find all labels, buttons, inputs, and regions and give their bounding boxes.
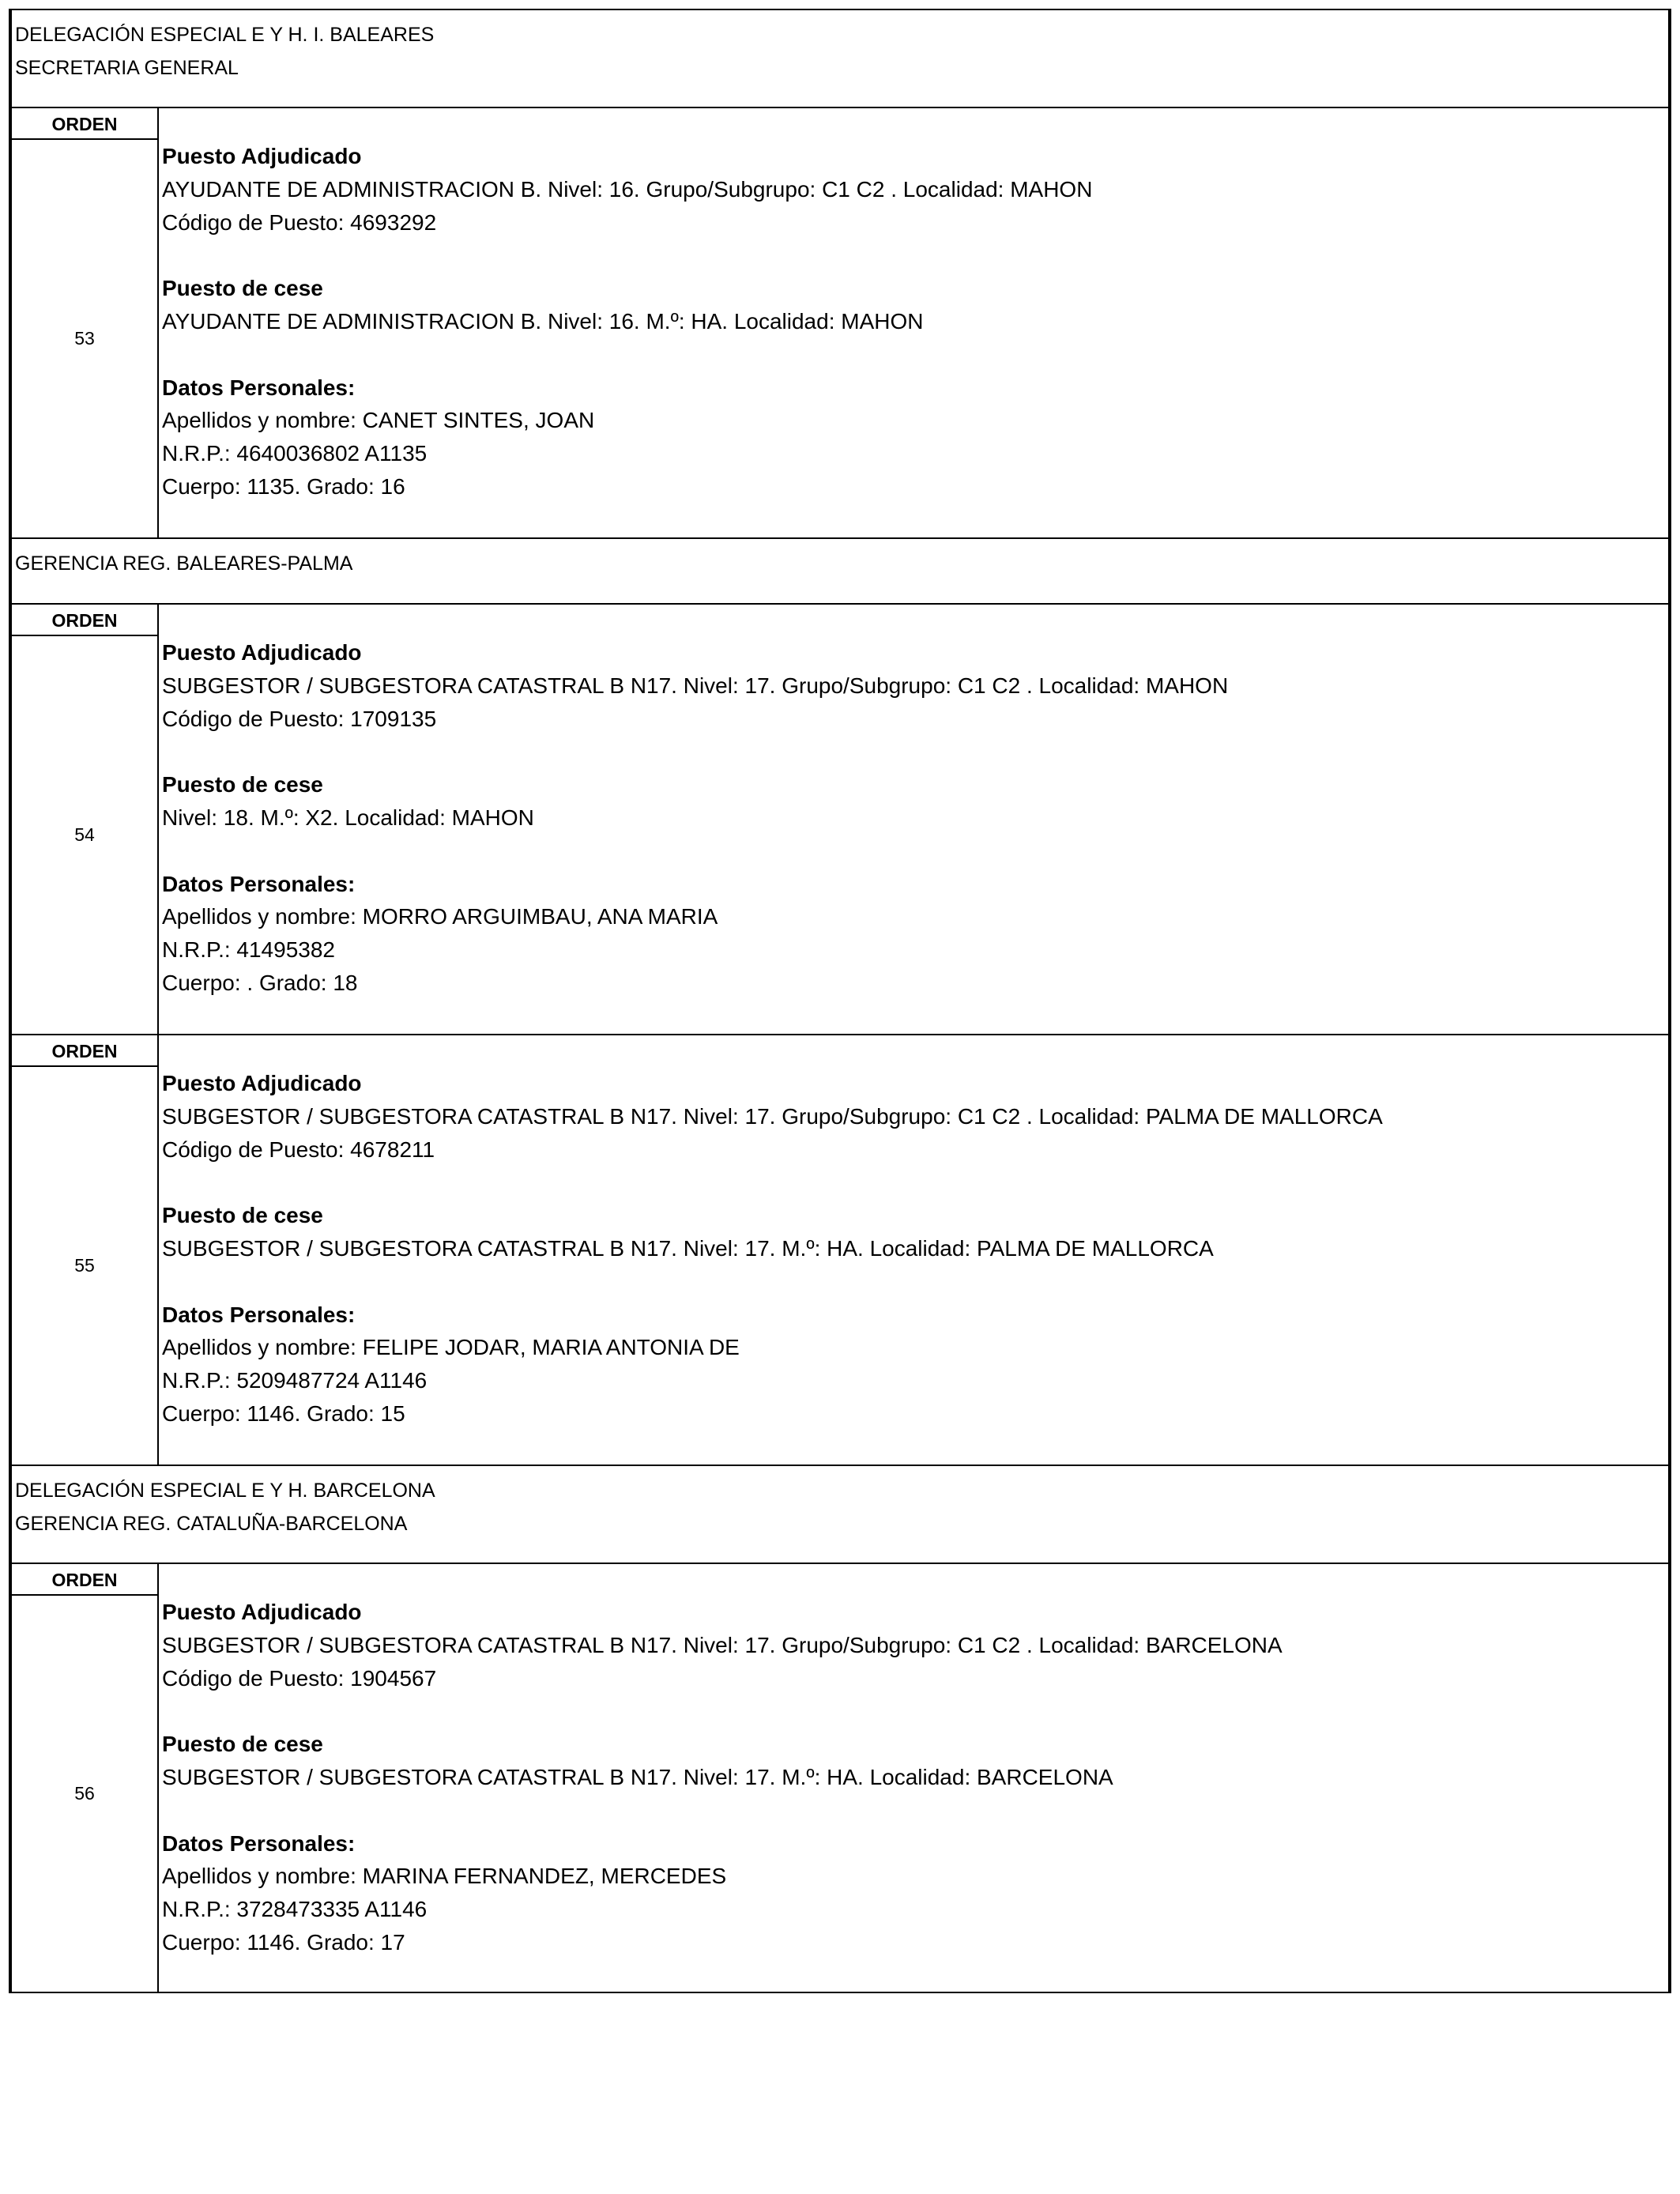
cuerpo-grado: Cuerpo: . Grado: 18 <box>162 970 358 995</box>
nrp: N.R.P.: 3728473335 A1146 <box>162 1897 428 1922</box>
puesto-adjudicado-heading: Puesto Adjudicado <box>162 640 362 665</box>
entry-row <box>12 107 1668 537</box>
datos-personales-heading: Datos Personales: <box>162 375 356 400</box>
datos-personales-heading: Datos Personales: <box>162 871 356 896</box>
cuerpo-grado: Cuerpo: 1135. Grado: 16 <box>162 473 405 499</box>
spacer <box>162 835 1668 868</box>
codigo-puesto: Código de Puesto: 1904567 <box>162 1665 437 1691</box>
puesto-cese-heading: Puesto de cese <box>162 276 323 301</box>
spacer <box>162 1695 1668 1728</box>
section-header-line: SECRETARIA GENERAL <box>15 57 239 79</box>
entry-content <box>162 140 1668 503</box>
nrp: N.R.P.: 4640036802 A1135 <box>162 441 428 466</box>
puesto-adjudicado: AYUDANTE DE ADMINISTRACION B. Nivel: 16. Grupo/Subgrupo: C1 C2 . Localidad: MAHON <box>162 176 1093 202</box>
section-header-line: GERENCIA REG. BALEARES-PALMA <box>15 552 353 575</box>
orden-number: 55 <box>74 1255 95 1276</box>
codigo-puesto: Código de Puesto: 4678211 <box>162 1137 435 1162</box>
spacer <box>162 239 1668 272</box>
orden-label: ORDEN <box>12 1564 157 1596</box>
entry-content <box>162 636 1668 1000</box>
section-header <box>12 1465 1668 1563</box>
orden-label: ORDEN <box>12 605 157 636</box>
section-header-line: GERENCIA REG. CATALUÑA-BARCELONA <box>15 1513 408 1535</box>
puesto-cese: AYUDANTE DE ADMINISTRACION B. Nivel: 16. M.º: HA. Localidad: MAHON <box>162 308 924 334</box>
section-header-line: DELEGACIÓN ESPECIAL E Y H. BARCELONA <box>15 1480 435 1502</box>
orden-label: ORDEN <box>12 108 157 140</box>
apellidos-nombre: Apellidos y nombre: MORRO ARGUIMBAU, ANA MARIA <box>162 904 718 929</box>
section-header <box>12 9 1668 107</box>
nrp: N.R.P.: 41495382 <box>162 937 335 963</box>
datos-personales-heading: Datos Personales: <box>162 1302 356 1327</box>
orden-column <box>12 1035 159 1465</box>
spacer <box>162 1794 1668 1827</box>
puesto-adjudicado-heading: Puesto Adjudicado <box>162 1071 362 1095</box>
spacer <box>162 735 1668 768</box>
document-table <box>9 9 1671 1993</box>
puesto-adjudicado-heading: Puesto Adjudicado <box>162 144 362 168</box>
orden-number: 56 <box>74 1783 95 1804</box>
section-header-line: DELEGACIÓN ESPECIAL E Y H. I. BALEARES <box>15 24 435 46</box>
codigo-puesto: Código de Puesto: 4693292 <box>162 209 437 235</box>
orden-column <box>12 605 159 1034</box>
orden-column <box>12 108 159 537</box>
puesto-cese: Nivel: 18. M.º: X2. Localidad: MAHON <box>162 805 534 830</box>
orden-number: 54 <box>74 824 95 845</box>
apellidos-nombre: Apellidos y nombre: FELIPE JODAR, MARIA ANTONIA DE <box>162 1335 740 1360</box>
puesto-cese-heading: Puesto de cese <box>162 1732 323 1757</box>
orden-label: ORDEN <box>12 1035 157 1067</box>
puesto-adjudicado: SUBGESTOR / SUBGESTORA CATASTRAL B N17. Nivel: 17. Grupo/Subgrupo: C1 C2 . Localidad: MAHON <box>162 673 1229 698</box>
orden-number: 53 <box>74 328 95 349</box>
spacer <box>162 1265 1668 1299</box>
apellidos-nombre: Apellidos y nombre: MARINA FERNANDEZ, MERCEDES <box>162 1864 727 1889</box>
puesto-adjudicado-heading: Puesto Adjudicado <box>162 1600 362 1624</box>
codigo-puesto: Código de Puesto: 1709135 <box>162 706 437 731</box>
section-header <box>12 537 1668 603</box>
entry-row <box>12 1034 1668 1465</box>
puesto-cese: SUBGESTOR / SUBGESTORA CATASTRAL B N17. Nivel: 17. M.º: HA. Localidad: BARCELONA <box>162 1764 1113 1789</box>
orden-column <box>12 1564 159 1992</box>
puesto-cese-heading: Puesto de cese <box>162 772 323 797</box>
entry-row <box>12 603 1668 1034</box>
entry-row <box>12 1563 1668 1993</box>
puesto-adjudicado: SUBGESTOR / SUBGESTORA CATASTRAL B N17. Nivel: 17. Grupo/Subgrupo: C1 C2 . Localidad: PALMA DE MALLORCA <box>162 1103 1383 1129</box>
spacer <box>162 1166 1668 1199</box>
entry-content <box>162 1067 1668 1431</box>
cuerpo-grado: Cuerpo: 1146. Grado: 17 <box>162 1929 405 1955</box>
datos-personales-heading: Datos Personales: <box>162 1830 356 1856</box>
nrp: N.R.P.: 5209487724 A1146 <box>162 1368 428 1393</box>
puesto-cese-heading: Puesto de cese <box>162 1203 323 1228</box>
entry-content <box>162 1596 1668 1959</box>
puesto-cese: SUBGESTOR / SUBGESTORA CATASTRAL B N17. Nivel: 17. M.º: HA. Localidad: PALMA DE MALLORCA <box>162 1235 1214 1261</box>
spacer <box>162 338 1668 371</box>
apellidos-nombre: Apellidos y nombre: CANET SINTES, JOAN <box>162 408 595 433</box>
cuerpo-grado: Cuerpo: 1146. Grado: 15 <box>162 1400 405 1426</box>
puesto-adjudicado: SUBGESTOR / SUBGESTORA CATASTRAL B N17. Nivel: 17. Grupo/Subgrupo: C1 C2 . Localidad: BARCELONA <box>162 1632 1283 1657</box>
